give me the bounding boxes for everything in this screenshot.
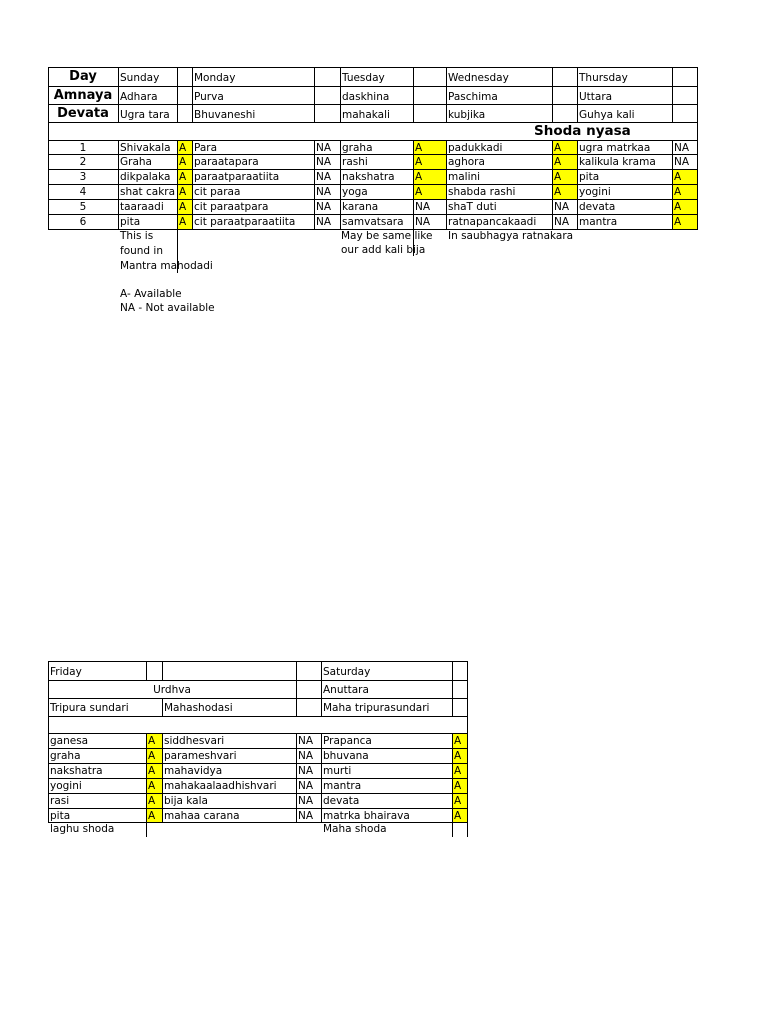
grid-line bbox=[162, 698, 163, 717]
item-name: shaT duti bbox=[448, 200, 497, 213]
availability-flag: NA bbox=[298, 795, 314, 807]
availability-flag: NA bbox=[298, 735, 314, 747]
availability-flag: A bbox=[415, 155, 423, 168]
item-name: ugra matrkaa bbox=[579, 141, 651, 154]
availability-flag: NA bbox=[554, 215, 570, 228]
note-wednesday: In saubhagya ratnakara bbox=[448, 230, 574, 242]
overflow-line bbox=[452, 822, 453, 837]
item-name: padukkadi bbox=[448, 141, 503, 154]
grid-line bbox=[48, 67, 698, 68]
availability-flag: NA bbox=[298, 750, 314, 762]
grid-line bbox=[192, 140, 193, 230]
grid-line bbox=[146, 661, 147, 681]
grid-line bbox=[48, 67, 49, 230]
grid-line bbox=[146, 733, 147, 823]
row-number: 3 bbox=[79, 170, 87, 183]
availability-flag: NA bbox=[674, 155, 690, 168]
devata-cell: Maha tripurasundari bbox=[323, 702, 430, 714]
availability-flag: NA bbox=[316, 200, 332, 213]
availability-flag: NA bbox=[316, 215, 332, 228]
availability-flag: NA bbox=[298, 780, 314, 792]
devata-cell: Tripura sundari bbox=[50, 702, 129, 714]
item-name: Prapanca bbox=[323, 735, 372, 747]
item-name: devata bbox=[323, 795, 360, 807]
item-name: rashi bbox=[342, 155, 368, 168]
grid-line bbox=[452, 661, 453, 681]
item-name: yoga bbox=[342, 185, 368, 198]
grid-line bbox=[48, 698, 468, 699]
devata-cell: Guhya kali bbox=[579, 109, 635, 121]
availability-flag: NA bbox=[298, 810, 314, 822]
grid-line bbox=[48, 184, 698, 185]
grid-line bbox=[48, 661, 49, 823]
grid-line bbox=[452, 680, 453, 699]
row-number: 1 bbox=[79, 141, 87, 154]
grid-line bbox=[577, 67, 578, 123]
grid-line bbox=[413, 67, 414, 123]
grid-line bbox=[177, 67, 178, 123]
days-cell: Sunday bbox=[120, 72, 160, 84]
item-name: paraatparaatiita bbox=[194, 170, 280, 183]
item-name: dikpalaka bbox=[120, 170, 171, 183]
amnaya-cell: Paschima bbox=[448, 91, 498, 103]
grid-line bbox=[340, 140, 341, 230]
grid-line bbox=[48, 122, 698, 123]
item-name: paraatapara bbox=[194, 155, 259, 168]
grid-line bbox=[48, 154, 698, 155]
grid-line bbox=[314, 140, 315, 230]
item-name: nakshatra bbox=[50, 765, 103, 777]
item-name: pita bbox=[50, 810, 71, 822]
availability-flag: A bbox=[554, 170, 562, 183]
availability-flag: NA bbox=[674, 141, 690, 154]
availability-flag: A bbox=[674, 170, 682, 183]
item-name: mantra bbox=[323, 780, 362, 792]
availability-flag: A bbox=[148, 750, 156, 762]
availability-flag: NA bbox=[316, 155, 332, 168]
grid-line bbox=[48, 778, 468, 779]
legend-not-available: NA - Not available bbox=[120, 302, 215, 314]
amnaya-cell: Purva bbox=[194, 91, 224, 103]
amnaya-cell: Uttara bbox=[579, 91, 613, 103]
devata-cell: kubjika bbox=[448, 109, 486, 121]
urdhva-cell: Urdhva bbox=[153, 684, 191, 696]
friday-cell: Friday bbox=[50, 666, 82, 678]
grid-line bbox=[296, 698, 297, 717]
item-name: cit paraatparaatiita bbox=[194, 215, 296, 228]
item-name: mantra bbox=[579, 215, 618, 228]
grid-line bbox=[321, 698, 322, 717]
item-name: nakshatra bbox=[342, 170, 395, 183]
grid-line bbox=[413, 140, 414, 230]
footer-maha: Maha shoda bbox=[323, 823, 387, 835]
availability-flag: A bbox=[674, 200, 682, 213]
item-name: ratnapancakaadi bbox=[448, 215, 537, 228]
item-name: Graha bbox=[120, 155, 152, 168]
item-name: yogini bbox=[579, 185, 611, 198]
grid-line bbox=[177, 140, 178, 230]
item-name: Para bbox=[194, 141, 218, 154]
footer-laghu: laghu shoda bbox=[50, 823, 115, 835]
availability-flag: NA bbox=[316, 185, 332, 198]
grid-line bbox=[48, 661, 468, 662]
availability-flag: A bbox=[454, 810, 462, 822]
item-name: graha bbox=[50, 750, 81, 762]
note-tuesday: our add kali bija bbox=[341, 244, 426, 256]
grid-line bbox=[48, 680, 468, 681]
item-name: mahaa carana bbox=[164, 810, 240, 822]
grid-line bbox=[452, 698, 453, 717]
grid-line bbox=[697, 67, 698, 230]
item-name: parameshvari bbox=[164, 750, 237, 762]
item-name: siddhesvari bbox=[164, 735, 225, 747]
grid-line bbox=[321, 733, 322, 823]
devata-cell: Ugra tara bbox=[120, 109, 170, 121]
availability-flag: A bbox=[179, 170, 187, 183]
devata-label: Devata bbox=[57, 106, 109, 121]
amnaya-cell: daskhina bbox=[342, 91, 390, 103]
row-number: 4 bbox=[79, 185, 87, 198]
anuttara-cell: Anuttara bbox=[323, 684, 369, 696]
grid-line bbox=[467, 661, 468, 837]
grid-line bbox=[48, 140, 698, 141]
item-name: taaraadi bbox=[120, 200, 164, 213]
grid-line bbox=[118, 140, 119, 230]
availability-flag: A bbox=[554, 155, 562, 168]
grid-line bbox=[48, 199, 698, 200]
item-name: cit paraatpara bbox=[194, 200, 269, 213]
days-cell: Tuesday bbox=[342, 72, 385, 84]
day-label: Day bbox=[69, 69, 97, 84]
devata-cell: Bhuvaneshi bbox=[194, 109, 256, 121]
item-name: kalikula krama bbox=[579, 155, 656, 168]
grid-line bbox=[552, 67, 553, 123]
grid-line bbox=[162, 733, 163, 823]
availability-flag: A bbox=[674, 215, 682, 228]
grid-line bbox=[192, 67, 193, 123]
availability-flag: A bbox=[454, 765, 462, 777]
availability-flag: NA bbox=[415, 200, 431, 213]
item-name: samvatsara bbox=[342, 215, 404, 228]
item-name: yogini bbox=[50, 780, 82, 792]
availability-flag: A bbox=[148, 810, 156, 822]
item-name: shat cakra bbox=[120, 185, 176, 198]
devata-cell: Mahashodasi bbox=[164, 702, 233, 714]
availability-flag: A bbox=[179, 215, 187, 228]
overflow-line bbox=[146, 822, 147, 837]
grid-line bbox=[48, 748, 468, 749]
grid-line bbox=[48, 763, 468, 764]
availability-flag: NA bbox=[554, 200, 570, 213]
note-sunday: found in bbox=[120, 245, 164, 257]
amnaya-label: Amnaya bbox=[53, 88, 113, 103]
grid-line bbox=[296, 733, 297, 823]
grid-line bbox=[446, 140, 447, 230]
availability-flag: A bbox=[179, 200, 187, 213]
item-name: shabda rashi bbox=[448, 185, 516, 198]
item-name: mahavidya bbox=[164, 765, 223, 777]
days-cell: Wednesday bbox=[448, 72, 509, 84]
grid-line bbox=[48, 104, 698, 105]
item-name: murti bbox=[323, 765, 352, 777]
availability-flag: A bbox=[148, 765, 156, 777]
item-name: pita bbox=[120, 215, 141, 228]
availability-flag: A bbox=[148, 795, 156, 807]
grid-line bbox=[48, 808, 468, 809]
availability-flag: A bbox=[454, 750, 462, 762]
availability-flag: A bbox=[454, 795, 462, 807]
grid-line bbox=[340, 67, 341, 123]
grid-line bbox=[321, 680, 322, 699]
availability-flag: A bbox=[179, 185, 187, 198]
availability-flag: NA bbox=[415, 215, 431, 228]
grid-line bbox=[321, 661, 322, 681]
saturday-cell: Saturday bbox=[323, 666, 371, 678]
row-number: 2 bbox=[79, 155, 87, 168]
availability-flag: A bbox=[148, 780, 156, 792]
item-name: rasi bbox=[50, 795, 70, 807]
item-name: karana bbox=[342, 200, 379, 213]
availability-flag: A bbox=[179, 141, 187, 154]
grid-line bbox=[48, 733, 468, 734]
item-name: matrka bhairava bbox=[323, 810, 410, 822]
note-sunday: This is bbox=[120, 230, 154, 242]
item-name: cit paraa bbox=[194, 185, 241, 198]
grid-line bbox=[296, 661, 297, 681]
availability-flag: NA bbox=[316, 170, 332, 183]
availability-flag: A bbox=[415, 141, 423, 154]
grid-line bbox=[48, 716, 468, 717]
availability-flag: A bbox=[674, 185, 682, 198]
legend-available: A- Available bbox=[120, 288, 182, 300]
grid-line bbox=[48, 214, 698, 215]
grid-line bbox=[162, 661, 163, 681]
item-name: Shivakala bbox=[120, 141, 171, 154]
availability-flag: A bbox=[554, 185, 562, 198]
grid-line bbox=[314, 67, 315, 123]
grid-line bbox=[672, 67, 673, 123]
grid-line bbox=[446, 67, 447, 123]
availability-flag: A bbox=[454, 735, 462, 747]
grid-line bbox=[577, 140, 578, 230]
grid-line bbox=[48, 86, 698, 87]
availability-flag: A bbox=[554, 141, 562, 154]
note-sunday: Mantra mahodadi bbox=[120, 260, 213, 272]
note-tuesday: May be same like bbox=[341, 230, 433, 242]
amnaya-cell: Adhara bbox=[120, 91, 158, 103]
grid-line bbox=[552, 140, 553, 230]
days-cell: Thursday bbox=[579, 72, 628, 84]
item-name: aghora bbox=[448, 155, 485, 168]
grid-line bbox=[296, 680, 297, 699]
item-name: graha bbox=[342, 141, 373, 154]
grid-line bbox=[118, 67, 119, 123]
availability-flag: A bbox=[415, 185, 423, 198]
item-name: bhuvana bbox=[323, 750, 369, 762]
grid-line bbox=[672, 140, 673, 230]
item-name: bija kala bbox=[164, 795, 208, 807]
item-name: devata bbox=[579, 200, 616, 213]
item-name: pita bbox=[579, 170, 600, 183]
item-name: mahakaalaadhishvari bbox=[164, 780, 277, 792]
row-number: 6 bbox=[79, 215, 87, 228]
grid-line bbox=[48, 822, 468, 823]
item-name: malini bbox=[448, 170, 481, 183]
days-cell: Monday bbox=[194, 72, 236, 84]
grid-line bbox=[48, 169, 698, 170]
item-name: ganesa bbox=[50, 735, 89, 747]
availability-flag: A bbox=[415, 170, 423, 183]
availability-flag: A bbox=[454, 780, 462, 792]
availability-flag: NA bbox=[316, 141, 332, 154]
section-title: Shoda nyasa bbox=[534, 123, 631, 139]
availability-flag: A bbox=[179, 155, 187, 168]
devata-cell: mahakali bbox=[342, 109, 390, 121]
availability-flag: A bbox=[148, 735, 156, 747]
grid-line bbox=[48, 793, 468, 794]
availability-flag: NA bbox=[298, 765, 314, 777]
row-number: 5 bbox=[79, 200, 87, 213]
grid-line bbox=[452, 733, 453, 823]
